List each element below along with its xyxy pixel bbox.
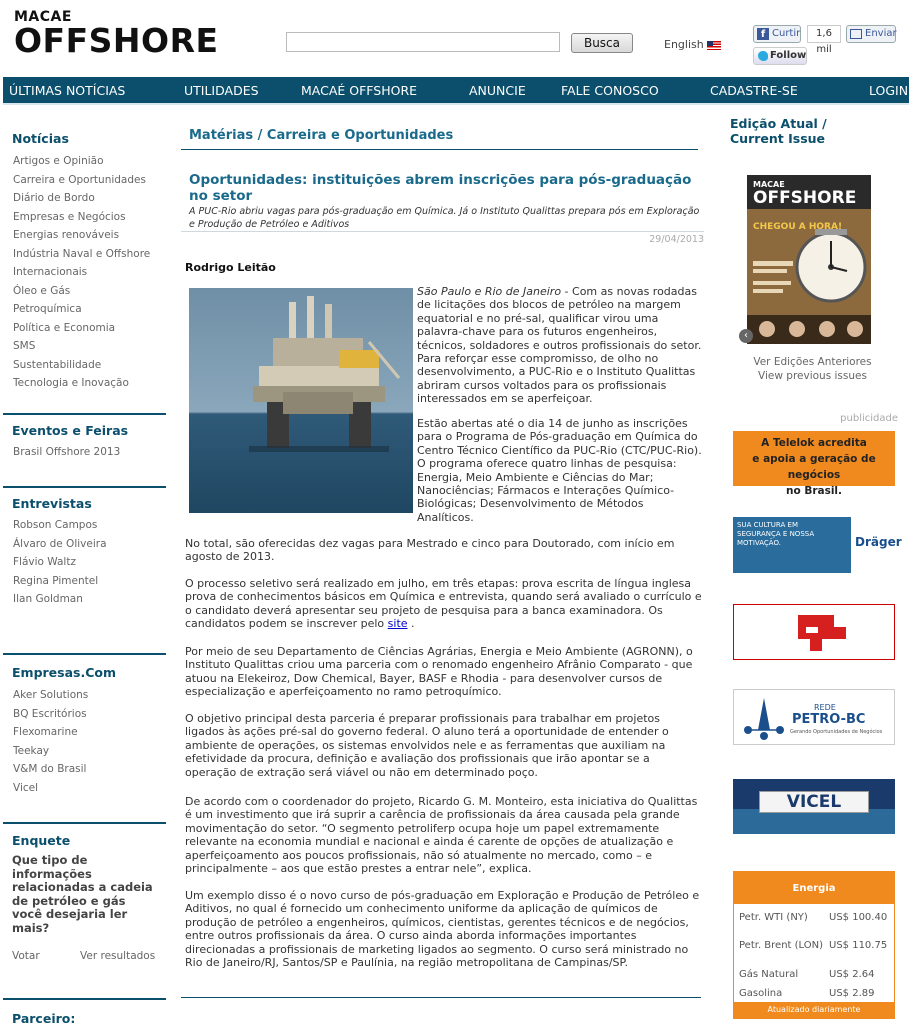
telelok-ad-line-3: no Brasil. [785,485,843,497]
facebook-like-label: Curtir [772,28,801,39]
sidebar-divider [3,822,166,824]
sidebar-item-ilan-goldman[interactable]: Ilan Goldman [13,593,83,605]
article-subtitle: A PUC-Rio abriu vagas para pós-graduação em Química. Já o Instituto Qualittas prepara pós em Exploração e Produção de Petróleo e Aditivos [189,206,700,230]
telelok-ad-line-2: e apoia a geração de negócios [752,453,876,481]
empresas-section [3,665,166,797]
drager-ad-text: SUA CULTURA EM SEGURANÇA E NOSSA MOTIVAÇÃO. [737,521,815,547]
noticias-section [3,131,166,393]
energia-heading: Energia [734,872,894,904]
publicidade-label: publicidade [840,413,898,424]
parceiro-heading: Parceiro: [12,1011,76,1026]
sidebar-item-vicel[interactable]: Vicel [13,781,39,794]
facebook-send-label: Enviar [865,28,897,39]
enquete-actions [3,950,166,966]
vicel-ad[interactable] [733,779,895,834]
sidebar-item-politica[interactable]: Política e Economia [13,321,116,334]
facebook-like-button[interactable] [753,25,801,43]
sidebar-item-flexomarine[interactable]: Flexomarine [13,726,78,738]
facebook-send-button[interactable] [846,25,896,43]
noticias-heading: Notícias [12,131,69,146]
site-logo[interactable] [14,10,234,58]
telelok-ad[interactable] [733,431,895,497]
nav-item-utilidades[interactable]: UTILIDADES [184,83,259,98]
drager-logo: Dräger [855,535,902,549]
energia-value: US$ 2.89 [829,988,875,999]
sidebar-item-tecnologia[interactable]: Tecnologia e Inovação [13,377,129,389]
twitter-follow-button[interactable] [753,47,807,65]
petro-bc-rede: REDE [814,703,836,712]
cover-prev-arrow-icon[interactable]: ‹ [739,329,753,343]
entrevistas-section [3,496,166,609]
inscription-site-link[interactable]: site [387,617,408,631]
article-paragraph-6: O objetivo principal desta parceria é preparar profissionais para trabalhar em projetos ligados às ações pré-sal do governo federal. O aluno terá a oportunidade de entender o ambiente de operações, os sistemas envolvidos nele e as ferramentas que auxiliam na efetividade da procura, definição e avaliação dos profissionais que irão apontar se a operação de extração será viável ou não em determinado poço. [185,712,669,779]
search-input[interactable] [286,32,560,52]
article-paragraph-8: Um exemplo disso é o novo curso de pós-graduação em Exploração e Produção de Petróleo e Aditivos, no qual é fornecido um conhecimento uniforme da aplicação de químicos de produção de petróleo a engenheiros, químicos, cientistas, gerentes técnicos e de negócios, entre outros profissionais da área. O curso ainda aborda informações importantes direcionadas a profissionais de marketing ligados ao segmento. O curso será ministrado no Rio de Janeiro/RJ, Santos/SP e Paulínia, na região metropolitana de Campinas/SP. [185,889,700,970]
site-header [0,0,914,74]
twitter-follow-label: Follow [770,50,807,61]
energia-label: Gasolina [739,988,783,999]
article-paragraph-3: No total, são oferecidas dez vagas para Mestrado e cinco para Doutorado, com início em agosto de 2013. [185,537,675,564]
twitter-bird-icon [758,51,768,61]
parceiro-section [3,1011,166,1026]
sidebar-item-robson-campos[interactable]: Robson Campos [13,519,98,531]
main-nav [3,77,909,105]
offshore-platform-photo [189,288,413,513]
current-issue-heading [730,116,827,146]
nav-item-cadastre-se[interactable]: CADASTRE-SE [710,83,798,98]
left-sidebar [3,107,166,1024]
eventos-section [3,423,166,462]
energia-prices-widget [733,871,895,1019]
sidebar-item-oleo-gas[interactable]: Óleo e Gás [13,284,71,297]
nav-item-anuncie[interactable]: ANUNCIE [469,83,526,98]
energia-label: Gás Natural [739,969,799,980]
enquete-question: Que tipo de informações relacionadas a cadeia de petróleo e gás você desejaria ler mais? [12,853,153,935]
logo-main-text: OFFSHORE [14,21,219,60]
sidebar-item-artigos[interactable]: Artigos e Opinião [13,155,104,167]
article-date: 29/04/2013 [649,234,704,245]
facebook-icon: f [757,28,769,40]
petro-bc-name: PETRO-BC [792,712,866,727]
enquete-heading: Enquete [12,833,71,848]
breadcrumb-divider [181,149,698,150]
petro-bc-logo [734,690,894,744]
nav-item-ultimas-noticias[interactable]: ÚLTIMAS NOTÍCIAS [9,83,126,98]
nav-item-macae-offshore[interactable]: MACAÉ OFFSHORE [301,83,418,98]
sidebar-item-energias[interactable]: Energias renováveis [13,229,120,241]
nav-item-fale-conosco[interactable]: FALE CONOSCO [561,83,659,98]
sidebar-item-carreira[interactable]: Carreira e Oportunidades [13,173,146,186]
drager-ad[interactable] [733,517,902,573]
article-author: Rodrigo Leitão [185,261,276,274]
nav-item-login[interactable]: LOGIN [869,83,909,98]
article-paragraph-2: Estão abertas até o dia 14 de junho as inscrições para o Programa de Pós-graduação em Química do Centro Técnico Científico da PUC-Rio (CTC/PUC-Rio). O programa oferece quatro linhas de pesquisa: Energia, Meio Ambiente e Ciências do Mar; Nanociências; Fármacos e Interações Químico-Biológicas; Desenvolvimento de Métodos Analíticos. [417,417,702,524]
language-switch[interactable] [664,38,721,51]
cover-logo-main: OFFSHORE [753,188,857,208]
sidebar-item-bq[interactable]: BQ Escritórios [13,707,87,720]
energia-footer: Atualizado diariamente [734,1002,894,1018]
sidebar-item-vm[interactable]: V&M do Brasil [13,763,87,775]
facebook-like-count: 1,6 mil [807,25,841,43]
entrevistas-heading: Entrevistas [12,496,92,511]
magazine-cover[interactable] [747,175,871,344]
energia-value: US$ 100.40 [829,912,888,923]
sidebar-item-internacionais[interactable]: Internacionais [13,266,88,278]
current-issue-title-en: Current Issue [730,131,826,146]
logo-top-text: MACAE [14,9,72,25]
us-flag-icon [707,41,721,50]
article-paragraph-4-text: O processo seletivo será realizado em julho, em três etapas: prova escrita de língua inglesa prova de conhecimentos básicos em Química e entrevista, quando será avaliado o currículo e o candidato deverá apresentar seu projeto de pesquisa para a banca examinadora. Os candidatos podem se inscrever pelo [185,577,702,631]
article-end-divider [181,997,701,998]
sidebar-divider [3,653,166,655]
article-title: Oportunidades: instituições abrem inscrições para pós-graduação no setor [189,172,692,204]
sidebar-item-sustentabilidade[interactable]: Sustentabilidade [13,358,102,371]
cover-headline: CHEGOU A HORA! [753,222,843,232]
sidebar-item-flavio-waltz[interactable]: Flávio Waltz [13,556,76,568]
energia-label: Petr. WTI (NY) [739,912,808,923]
sidebar-item-regina-pimentel[interactable]: Regina Pimentel [13,574,99,587]
previous-issues-link-pt[interactable]: Ver Edições Anteriores [753,356,872,368]
sidebar-item-diario[interactable]: Diário de Bordo [13,192,95,204]
platform-illustration [189,288,413,513]
sidebar-item-alvaro-oliveira[interactable]: Álvaro de Oliveira [13,537,107,550]
article-paragraph-1 [417,285,702,406]
enquete-results-link[interactable]: Ver resultados [80,950,156,962]
article-dateline: São Paulo e Rio de Janeiro [417,285,562,298]
magazine-cover-art [747,175,871,344]
title-divider [181,231,704,232]
article-paragraph-5: Por meio de seu Departamento de Ciências Agrárias, Energia e Meio Ambiente (AGRONN), o Instituto Qualittas criou uma parceria com o renomado engenheiro Afrânio Comparato - que atuou na Elekeiroz, Dow Chemical, Bayer, BASF e Rhodia - para desenvolver cursos de especialização e aperfeiçoamento no ramo petroquímico. [185,645,693,699]
breadcrumb[interactable]: Matérias / Carreira e Oportunidades [189,128,454,143]
enquete-section [3,833,166,966]
sidebar-item-petroquimica[interactable]: Petroquímica [13,303,82,315]
enquete-vote-link[interactable]: Votar [12,950,40,962]
sidebar-item-aker[interactable]: Aker Solutions [13,689,89,701]
sidebar-divider [3,486,166,488]
energia-value: US$ 110.75 [829,940,888,951]
petro-bc-ad[interactable] [733,689,895,745]
sidebar-divider [3,413,166,415]
envelope-icon [850,29,862,39]
language-label: English [664,38,704,51]
sidebar-item-sms[interactable]: SMS [13,340,36,352]
sidebar-item-empresas-negocios[interactable]: Empresas e Negócios [13,210,126,223]
sidebar-divider [3,998,166,1000]
sidebar-item-teekay[interactable]: Teekay [13,744,50,757]
eventos-heading: Eventos e Feiras [12,423,129,438]
article-paragraph-7: De acordo com o coordenador do projeto, Ricardo G. M. Monteiro, esta iniciativa do Qualittas é um investimento que irá suprir a carência de profissionais da área causada pela grande movimentação do setor. “O segmento petroliferp ocupa hoje um papel extremamente relevante na economia mundial e nacional e ainda é carente de opções de atualização e aperfeiçoamento aos poucos profissionais, não só atualmente no mercado, como – e principalmente – aos que estão prestes a entrar nele”, explica. [185,795,698,876]
red-arrows-logo [734,605,894,659]
sidebar-item-brasil-offshore[interactable]: Brasil Offshore 2013 [13,446,121,458]
search-button[interactable]: Busca [571,33,633,53]
article-paragraph-4-end: . [407,617,415,631]
vicel-logo: VICEL [759,791,869,813]
cover-logo-top: MACAE [753,180,785,189]
energia-label: Petr. Brent (LON) [739,940,824,951]
energia-value: US$ 2.64 [829,969,875,980]
article-paragraph-4 [185,577,702,631]
previous-issues-link-en[interactable]: View previous issues [758,370,867,382]
partner-ad-red[interactable] [733,604,895,660]
current-issue-title-pt: Edição Atual / [730,116,827,131]
article-paragraph-1-text: - Com as novas rodadas de licitações dos blocos de petróleo na margem equatorial e no pré-sal, qualificar virou uma palavra-chave para os futuros engenheiros, técnicos, soldadores e outros profissionais do setor. Para reforçar esse compromisso, de olho no desenvolvimento, a PUC-Rio e o Instituto Qualittas abriram cursos voltados para os profissionais interessados em se aperfeiçoar. [417,285,702,406]
empresas-heading: Empresas.Com [12,665,117,680]
telelok-ad-line-1: A Telelok acredita [761,437,867,449]
petro-bc-sub: Gerando Oportunidades de Negócios [790,729,883,735]
sidebar-item-industria-naval[interactable]: Indústria Naval e Offshore [13,247,151,260]
